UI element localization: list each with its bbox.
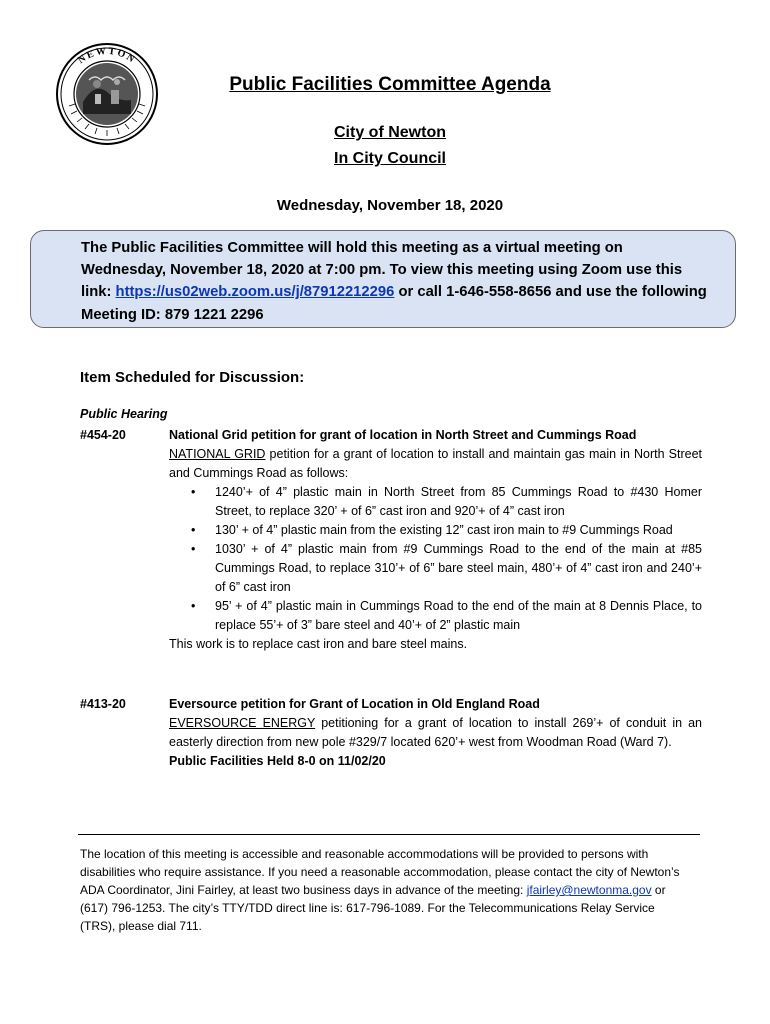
footer-text-after-email: or (617) 796-1253. The city’s TTY/TDD direct line is: 617-796-1089. For the Telecommunications Relay Service (TRS), please dial 711. <box>80 883 666 933</box>
notice-text-before-link: The Public Facilities Committee will hold this meeting as a virtual meeting on Wednesday, November 18, 2020 at 7:00 pm. To view this meeting using Zoom use this link: <box>81 240 683 301</box>
item-title: National Grid petition for grant of location in North Street and Cummings Road <box>169 428 637 442</box>
item-number: #454-20 <box>80 428 126 442</box>
accessibility-footer <box>80 845 690 935</box>
footer-text-before-email: The location of this meeting is accessible and reasonable accommodations will be provided to persons with disabilities who require assistance. If you need a reasonable accommodation, please contact the city of Newton’s ADA Coordinator, Jini Fairley, at least two business days in advance of the meeting: <box>80 847 680 897</box>
item-description <box>169 445 702 483</box>
city-name: City of Newton <box>334 124 446 141</box>
item-petitioner: NATIONAL GRID <box>169 447 266 461</box>
list-item: • 1240’+ of 4” plastic main in North Street from 85 Cummings Road to #430 Homer Street, to replace 320’ + of 6” cast iron and 920’+ of 4” cast iron <box>169 483 702 521</box>
items-heading: Item Scheduled for Discussion: <box>80 369 305 386</box>
meeting-date: Wednesday, November 18, 2020 <box>276 197 504 214</box>
public-hearing-label: Public Hearing <box>80 407 168 421</box>
footer-divider <box>78 834 700 835</box>
item-description-text: petition for a grant of location to install and maintain gas main in North Street and Cummings Road as follows: <box>169 447 703 480</box>
virtual-meeting-notice <box>30 230 736 328</box>
svg-text:NEWTON: NEWTON <box>75 45 139 67</box>
item-status: Public Facilities Held 8-0 on 11/02/20 <box>169 754 386 768</box>
list-item: • 1030’ + of 4” plastic main from #9 Cummings Road to the end of the main at #85 Cummings Road, to replace 310’+ of 6” bare steel main, 480’+ of 4” cast iron and 240’+ of 6” cast iron <box>169 540 702 597</box>
list-item: • 130’ + of 4” plastic main from the existing 12” cast iron main to #9 Cummings Road <box>169 521 702 540</box>
ada-email-link[interactable]: jfairley@newtonma.gov <box>526 883 652 897</box>
item-description-text: petitioning for a grant of location to install 269’+ of conduit in an easterly direction from new pole #329/7 located 620’+ west from Woodman Road (Ward 7). <box>169 716 702 749</box>
notice-text <box>81 237 711 326</box>
notice-text-after-link: or call 1-646-558-8656 and use the following Meeting ID: 879 1221 2296 <box>81 284 707 323</box>
agenda-item <box>169 426 702 654</box>
list-item: • 95’ + of 4” plastic main in Cummings Road to the end of the main at 8 Dennis Place, to replace 55’+ of 3” bare steel and 40’+ of 2” plastic main <box>169 597 702 635</box>
item-bullet-list <box>169 483 702 635</box>
agenda-item <box>169 695 702 771</box>
item-petitioner: EVERSOURCE ENERGY <box>169 716 316 730</box>
agenda-title: Public Facilities Committee Agenda <box>229 74 551 95</box>
item-closing: This work is to replace cast iron and bare steel mains. <box>169 637 468 651</box>
item-description <box>169 714 702 752</box>
item-number: #413-20 <box>80 697 126 711</box>
council-name: In City Council <box>334 150 446 167</box>
zoom-link[interactable]: https://us02web.zoom.us/j/87912212296 <box>115 284 395 301</box>
item-title: Eversource petition for Grant of Location in Old England Road <box>169 697 540 711</box>
